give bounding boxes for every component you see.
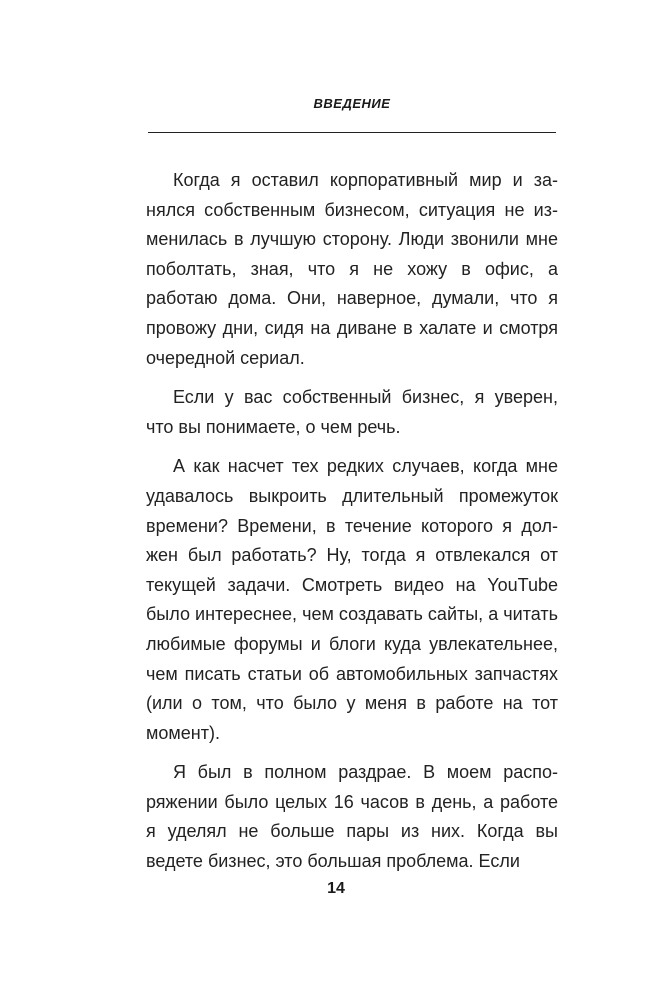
- paragraph: Когда я оставил корпоративный мир и занялся собственным бизнесом, ситуация не изменилась в лучшую сторону. Люди звонили мне поболтать, зная, что я не хожу в офис, а работаю дома. Они, наверное, думали, что я провожу дни, сидя на диване в халате и смотря очередной сериал.: [146, 170, 558, 368]
- header-divider: [148, 132, 556, 133]
- page-number: 14: [327, 880, 345, 897]
- paragraph: А как насчет тех редких случаев, когда мне удавалось выкроить длительный промежуток времени? Времени, в течение которого я должен был работать? Ну, тогда я отвлекался от текущей задачи. Смотреть видео на YouTube было интереснее, чем создавать сайты, а читать любимые форумы и блоги куда увлекательнее, чем писать статьи об автомобильных запчастях (или о том, что было у меня в работе на тот момент).: [146, 456, 558, 743]
- paragraph: Если у вас собственный бизнес, я уверен, что вы понимаете, о чем речь.: [146, 387, 558, 437]
- running-header: ВВЕДЕНИЕ: [313, 96, 391, 111]
- paragraph: Я был в полном раздрае. В моем распоряжении было целых 16 часов в день, а работе я уделял не больше пары из них. Когда вы ведете бизнес, это большая проблема. Если: [146, 762, 558, 872]
- body-text: [146, 166, 558, 887]
